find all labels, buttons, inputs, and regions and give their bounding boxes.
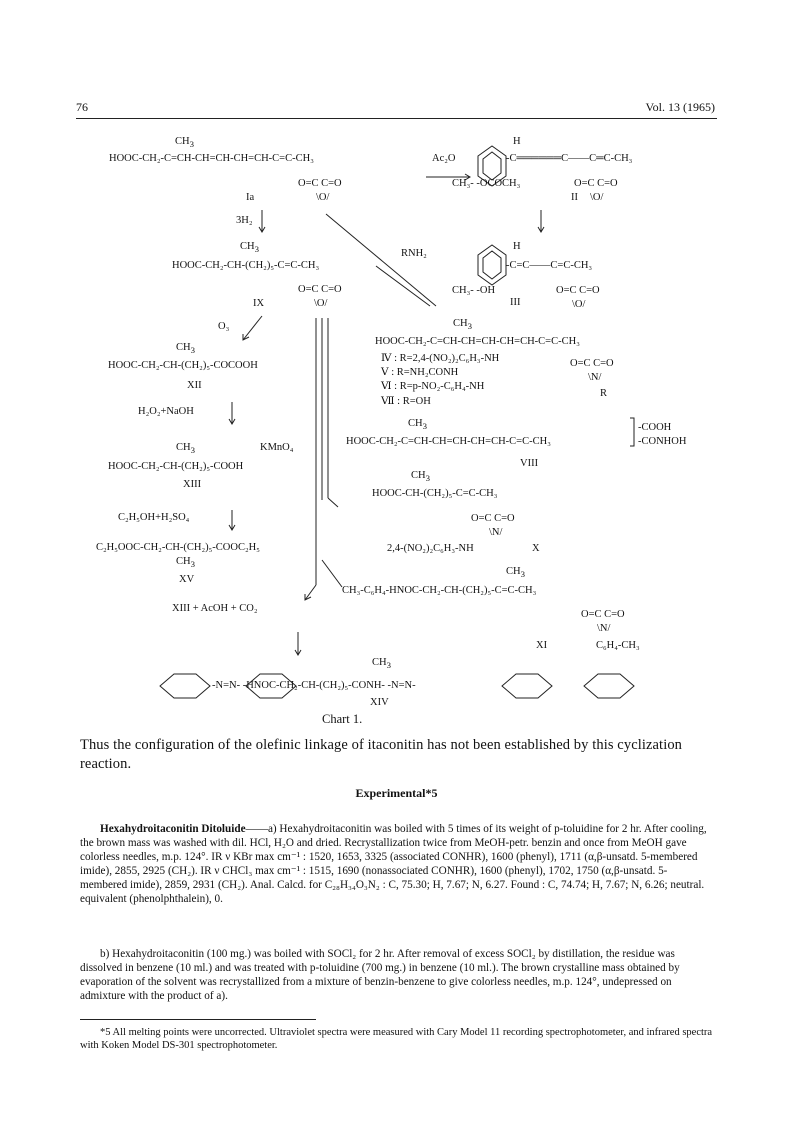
ia-formula: HOOC-CH₂-C=CH-CH=CH-CH=CH-C=C-CH₃ — [109, 153, 314, 164]
reagent-ac2o: Ac₂O — [432, 153, 456, 164]
ia-methyl: $CH_3$ — [175, 136, 194, 150]
ix-formula: HOOC-CH₂-CH-(CH₂)₅-C=C-CH₃ — [172, 260, 320, 271]
benzene-ring-xiv-3 — [502, 674, 552, 698]
summary-paragraph: Thus the configuration of the olefinic linkage of itaconitin has not been established by this cyclization reaction. — [80, 737, 683, 772]
footnote-rule — [80, 1019, 316, 1020]
compound-xi-label: XI — [536, 640, 548, 651]
paragraph-a — [80, 822, 714, 906]
iv-vii-methyl: $CH_3$ — [453, 318, 472, 332]
ix-anhydride: O=C C=O — [298, 284, 342, 295]
ii-chain: -C══════C——C═C-CH₃ — [506, 153, 633, 164]
xiv-formula: -N=N- -HNOC-CH₂-CH-(CH₂)₅-CONH- -N=N- — [212, 680, 416, 691]
compound-viii-label: VIII — [520, 458, 539, 469]
ia-o-bridge: \O/ — [316, 192, 330, 203]
xiii-products: XIII + AcOH + CO₂ — [172, 603, 258, 614]
r-iv: Ⅳ : R=2,4-(NO₂)₂C₆H₃-NH — [381, 353, 500, 364]
iii-anhydride: O=C C=O — [556, 285, 600, 296]
paragraph-a-text: ——a) Hexahydroitaconitin was boiled with 5 times of its weight of p-toluidine for 2 hr. After cooling, the brown mass was washed with dil. HCl, H₂O and dried. Recrystallization twice from MeOH-petr. benzin and once from MeOH gave colorless needles, m.p. 124°. IR ν KBr max cm⁻¹ : 1520, 1653, 3325 (associated CONHR), 1600 (phenyl), 1711 (α,β-unsatd. 5-membered imide), 2855, 2925 (CH₂). IR ν CHCl₃ max cm⁻¹ : 1515, 1690 (nonassociated CONHR), 1600 (phenyl), 1702, 1750 (α,β-unsatd. 5-membered imide), 2859, 2931 (CH₂). Anal. Calcd. for C₂₈H₃₄O₃N₂ : C, 75.30; H, 7.67; N, 6.27. Found : C, 74.74; H, 7.67; N, 6.26; neutral. equivalent (phenolphthalein), 0. — [80, 823, 707, 905]
compound-xiii-label: XIII — [183, 479, 202, 490]
x-methyl: $CH_3$ — [411, 470, 430, 484]
iv-vii-r: R — [600, 388, 608, 399]
paragraph-b: b) Hexahydroitaconitin (100 mg.) was boiled with SOCl₂ for 2 hr. After removal of excess SOCl₂ by distillation, the residue was dissolved in benzene (10 ml.) and was treated with p-toluidine (700 mg.) in benzene (10 ml.). The brown crystalline mass obtained by evaporation of the solvent was recrystallized from a mixture of benzin-benzene to give colorless needles, m.p. 124°, undepressed on admixture with the product of a). — [80, 948, 680, 1002]
footnote: *5 All melting points were uncorrected. Ultraviolet spectra were measured with Cary Model 11 recording spectrophotometer, and infrared spectra with Koken Model DS-301 spectrophotometer. — [80, 1027, 713, 1051]
iv-vii-formula: HOOC-CH₂-C=CH-CH=CH-CH=CH-C=C-CH₃ — [375, 336, 580, 347]
xi-n-bridge: \N/ — [597, 623, 611, 634]
reagent-rnh2: RNH₂ — [401, 248, 427, 259]
xv-formula: C₂H₅OOC-CH₂-CH-(CH₂)₅-COOC₂H₅ — [96, 542, 260, 553]
ix-methyl: $CH_3$ — [240, 241, 259, 255]
xiii-methyl: $CH_3$ — [176, 442, 195, 456]
xiv-methyl: $CH_3$ — [372, 657, 391, 671]
xi-imide: O=C C=O — [581, 609, 625, 620]
ix-o-bridge: \O/ — [314, 298, 328, 309]
x-imide: O=C C=O — [471, 513, 515, 524]
paragraph-a-title: Hexahydroitaconitin Ditoluide — [100, 823, 246, 835]
viii-conhoh: -CONHOH — [638, 436, 687, 447]
xii-formula: HOOC-CH₂-CH-(CH₂)₅-COCOOH — [108, 360, 258, 371]
xi-methyl: $CH_3$ — [506, 566, 525, 580]
reagent-o3: O₃ — [218, 321, 230, 332]
ii-anhydride: O=C C=O — [574, 178, 618, 189]
x-formula: HOOC-CH-(CH₂)₅-C=C-CH₃ — [372, 488, 498, 499]
iii-h: H — [513, 241, 521, 252]
viii-methyl: $CH_3$ — [408, 418, 427, 432]
ii-h: H — [513, 136, 521, 147]
viii-cooh: -COOH — [638, 422, 672, 433]
x-r: 2,4-(NO₂)₂C₆H₃-NH — [387, 543, 474, 554]
ii-substituents: CH₃- -OCOCH₃ — [452, 178, 521, 189]
xv-methyl: $CH_3$ — [176, 556, 195, 570]
arrow-rnh2 — [326, 214, 436, 306]
arrow-ix-diagonal — [376, 266, 430, 306]
benzene-ring-xiv-1 — [160, 674, 210, 698]
iv-vii-imide: O=C C=O — [570, 358, 614, 369]
ia-anhydride: O=C C=O — [298, 178, 342, 189]
compound-ii-label: II — [571, 192, 578, 203]
reagent-h2: 3H₂ — [236, 215, 253, 226]
iii-chain: -C=C——C=C-CH₃ — [506, 260, 593, 271]
page-number: 76 — [76, 100, 88, 114]
compound-x-label: X — [532, 543, 540, 554]
benzene-ring-xiv-4 — [584, 674, 634, 698]
r-vii: Ⅶ : R=OH — [381, 396, 431, 407]
compound-ia-label: Ia — [246, 192, 255, 203]
r-v: Ⅴ : R=NH₂CONH — [381, 367, 459, 378]
experimental-heading: Experimental*5 — [355, 786, 438, 800]
xiii-formula: HOOC-CH₂-CH-(CH₂)₅-COOH — [108, 461, 244, 472]
compound-ix-label: IX — [253, 298, 265, 309]
reagent-ethanol-h2so4: C₂H₅OH+H₂SO₄ — [118, 512, 190, 523]
chart-caption: Chart 1. — [322, 712, 363, 726]
compound-xv-label: XV — [179, 574, 195, 585]
iii-o-bridge: \O/ — [572, 299, 586, 310]
reagent-h2o2-naoh: H₂O₂+NaOH — [138, 406, 194, 417]
compound-xiv-label: XIV — [370, 697, 389, 708]
compound-xii-label: XII — [187, 380, 202, 391]
xi-r: C₆H₄-CH₃ — [596, 640, 640, 651]
reagent-kmno4: KMnO₄ — [260, 442, 294, 453]
xi-formula: CH₃-C₆H₄-HNOC-CH₂-CH-(CH₂)₅-C=C-CH₃ — [342, 585, 537, 596]
journal-volume: Vol. 13 (1965) — [645, 100, 715, 114]
compound-iii-label: III — [510, 297, 521, 308]
ii-o-bridge: \O/ — [590, 192, 604, 203]
iv-vii-n-bridge: \N/ — [588, 372, 602, 383]
x-n-bridge: \N/ — [489, 527, 503, 538]
r-vi: Ⅵ : R=p-NO₂-C₆H₄-NH — [381, 381, 485, 392]
iii-substituents: CH₃- -OH — [452, 285, 496, 296]
arrow-ozonolysis — [243, 316, 262, 340]
xii-methyl: $CH_3$ — [176, 342, 195, 356]
viii-formula: HOOC-CH₂-C=CH-CH=CH-CH=CH-C=C-CH₃ — [346, 436, 551, 447]
